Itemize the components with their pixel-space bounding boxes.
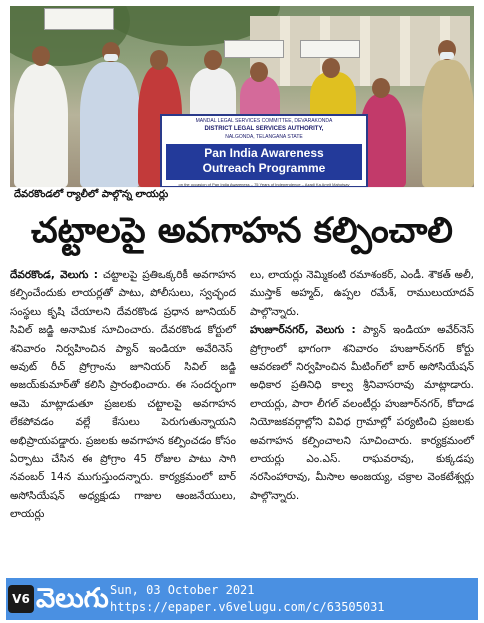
- dateline: హుజూర్‌నగర్, వెలుగు :: [250, 324, 356, 337]
- epaper-url[interactable]: https://epaper.v6velugu.com/c/63505031: [110, 600, 385, 614]
- dateline: దేవరకొండ, వెలుగు :: [10, 269, 98, 281]
- v6-logo-badge: V6: [8, 585, 34, 613]
- banner-line: NALGONDA, TELANGANA STATE: [225, 134, 303, 140]
- banner-line: MANDAL LEGAL SERVICES COMMITTEE, DEVARAKONDA: [195, 118, 333, 124]
- awareness-banner: [160, 114, 368, 188]
- placard: [224, 40, 284, 58]
- news-photo: [10, 6, 474, 188]
- banner-title: Outreach Programme: [202, 161, 326, 175]
- banner-line: on the occasion of Pan India Awareness – 75 Years of Independence – Azadi Ka Amrit Mahotsav: [178, 182, 350, 187]
- article-continued: లు, లాయర్లు నెమ్మికంటి రమాశంకర్, ఎండీ. శౌకత్ అలీ, ముస్తాక్ అహ్మద్, ఉప్పల రమేశ్, రాములుయాదవ్ పాల్గొన్నారు.: [250, 269, 474, 318]
- article-column-right: [250, 266, 474, 505]
- placard: [44, 8, 114, 30]
- article-body: చట్టాలపై ప్రతిఒక్కరికీ అవగాహన కల్పించేందుకు లాయర్లతో పాటు, పోలీసులు, స్వచ్ఛంద సంస్థలు కృషి చేయాలని దేవరకొండ ప్రధాన జూనియర్ సివిల్ జడ్జి అనామిక సూచించారు. దేవరకొండ కోర్టులో శనివారం నిర్వహించిన ప్యాన్ ఇండియా అవేరినెస్ ‌ అవుట్ రీచ్ ప్రోగ్రాంను జూనియర్ సివిల్ జడ్జి అజయ్‌కుమార్‌తో కలిసి ప్రారంభించారు. ఈ సందర్భంగా ఆమె మాట్లాడుతూ ప్రజలకు చట్టాలపై అవగాహన లేకపోవడం వల్లే కేసులు పెరుగుతున్నాయని అభిప్రాయపడ్డారు. ప్రజలకు అవగాహన కల్పించడం కోసం ఏర్పాటు చేసిన ఈ ప్రోగ్రాం 45 రోజుల పాటు సాగి నవంబర్ 14న ముగుస్తుందన్నారు. కార్యక్రమంలో బార్ అసోసియేషన్ అధ్యక్షుడు గాజుల ఆంజనేయులు, లాయర్లు: [10, 269, 236, 521]
- banner-title: Pan India Awareness: [204, 146, 324, 160]
- epaper-footer: [6, 578, 478, 620]
- v6-velugu-logo: [8, 581, 109, 617]
- edition-date: Sun, 03 October 2021: [110, 583, 255, 597]
- velugu-logo-text: వెలుగు: [36, 583, 109, 614]
- article-body: ప్యాన్ ఇండియా అవేర్‌నెస్ ప్రోగ్రాంలో భాగంగా శనివారం హుజూర్‌నగర్ కోర్టు ఆవరణలో నిర్వహించిన మీటింగ్‌లో బార్ అసోసియేషన్ అధికార ప్రతినిధి కాల్వ శ్రీనివాసరావు మాట్లాడారు. లాయర్లు, పారా లీగల్ వలంటీర్లు హుజూర్‌నగర్, కోదాడ నియోజకవర్గాల్లోని వివిధ గ్రామాల్లో పర్యటించి ప్రజలకు అవగాహన కల్పించాలని సూచించారు. కార్యక్రమంలో లాయర్లు ఎం.ఎస్. రాఘవరావు, కుక్కడపు నరసింహారావు, మీసాల అంజయ్య, చక్రాల వెంకటేశ్వర్లు పాల్గొన్నారు.: [250, 324, 474, 502]
- banner-line: DISTRICT LEGAL SERVICES AUTHORITY,: [204, 126, 324, 132]
- article-column-left: [10, 266, 236, 524]
- headline: చట్టాలపై అవగాహన కల్పించాలి: [31, 211, 453, 251]
- placard: [300, 40, 360, 58]
- photo-caption: దేవరకొండలో ర్యాలీలో పాల్గొన్న లాయర్లు: [10, 187, 474, 203]
